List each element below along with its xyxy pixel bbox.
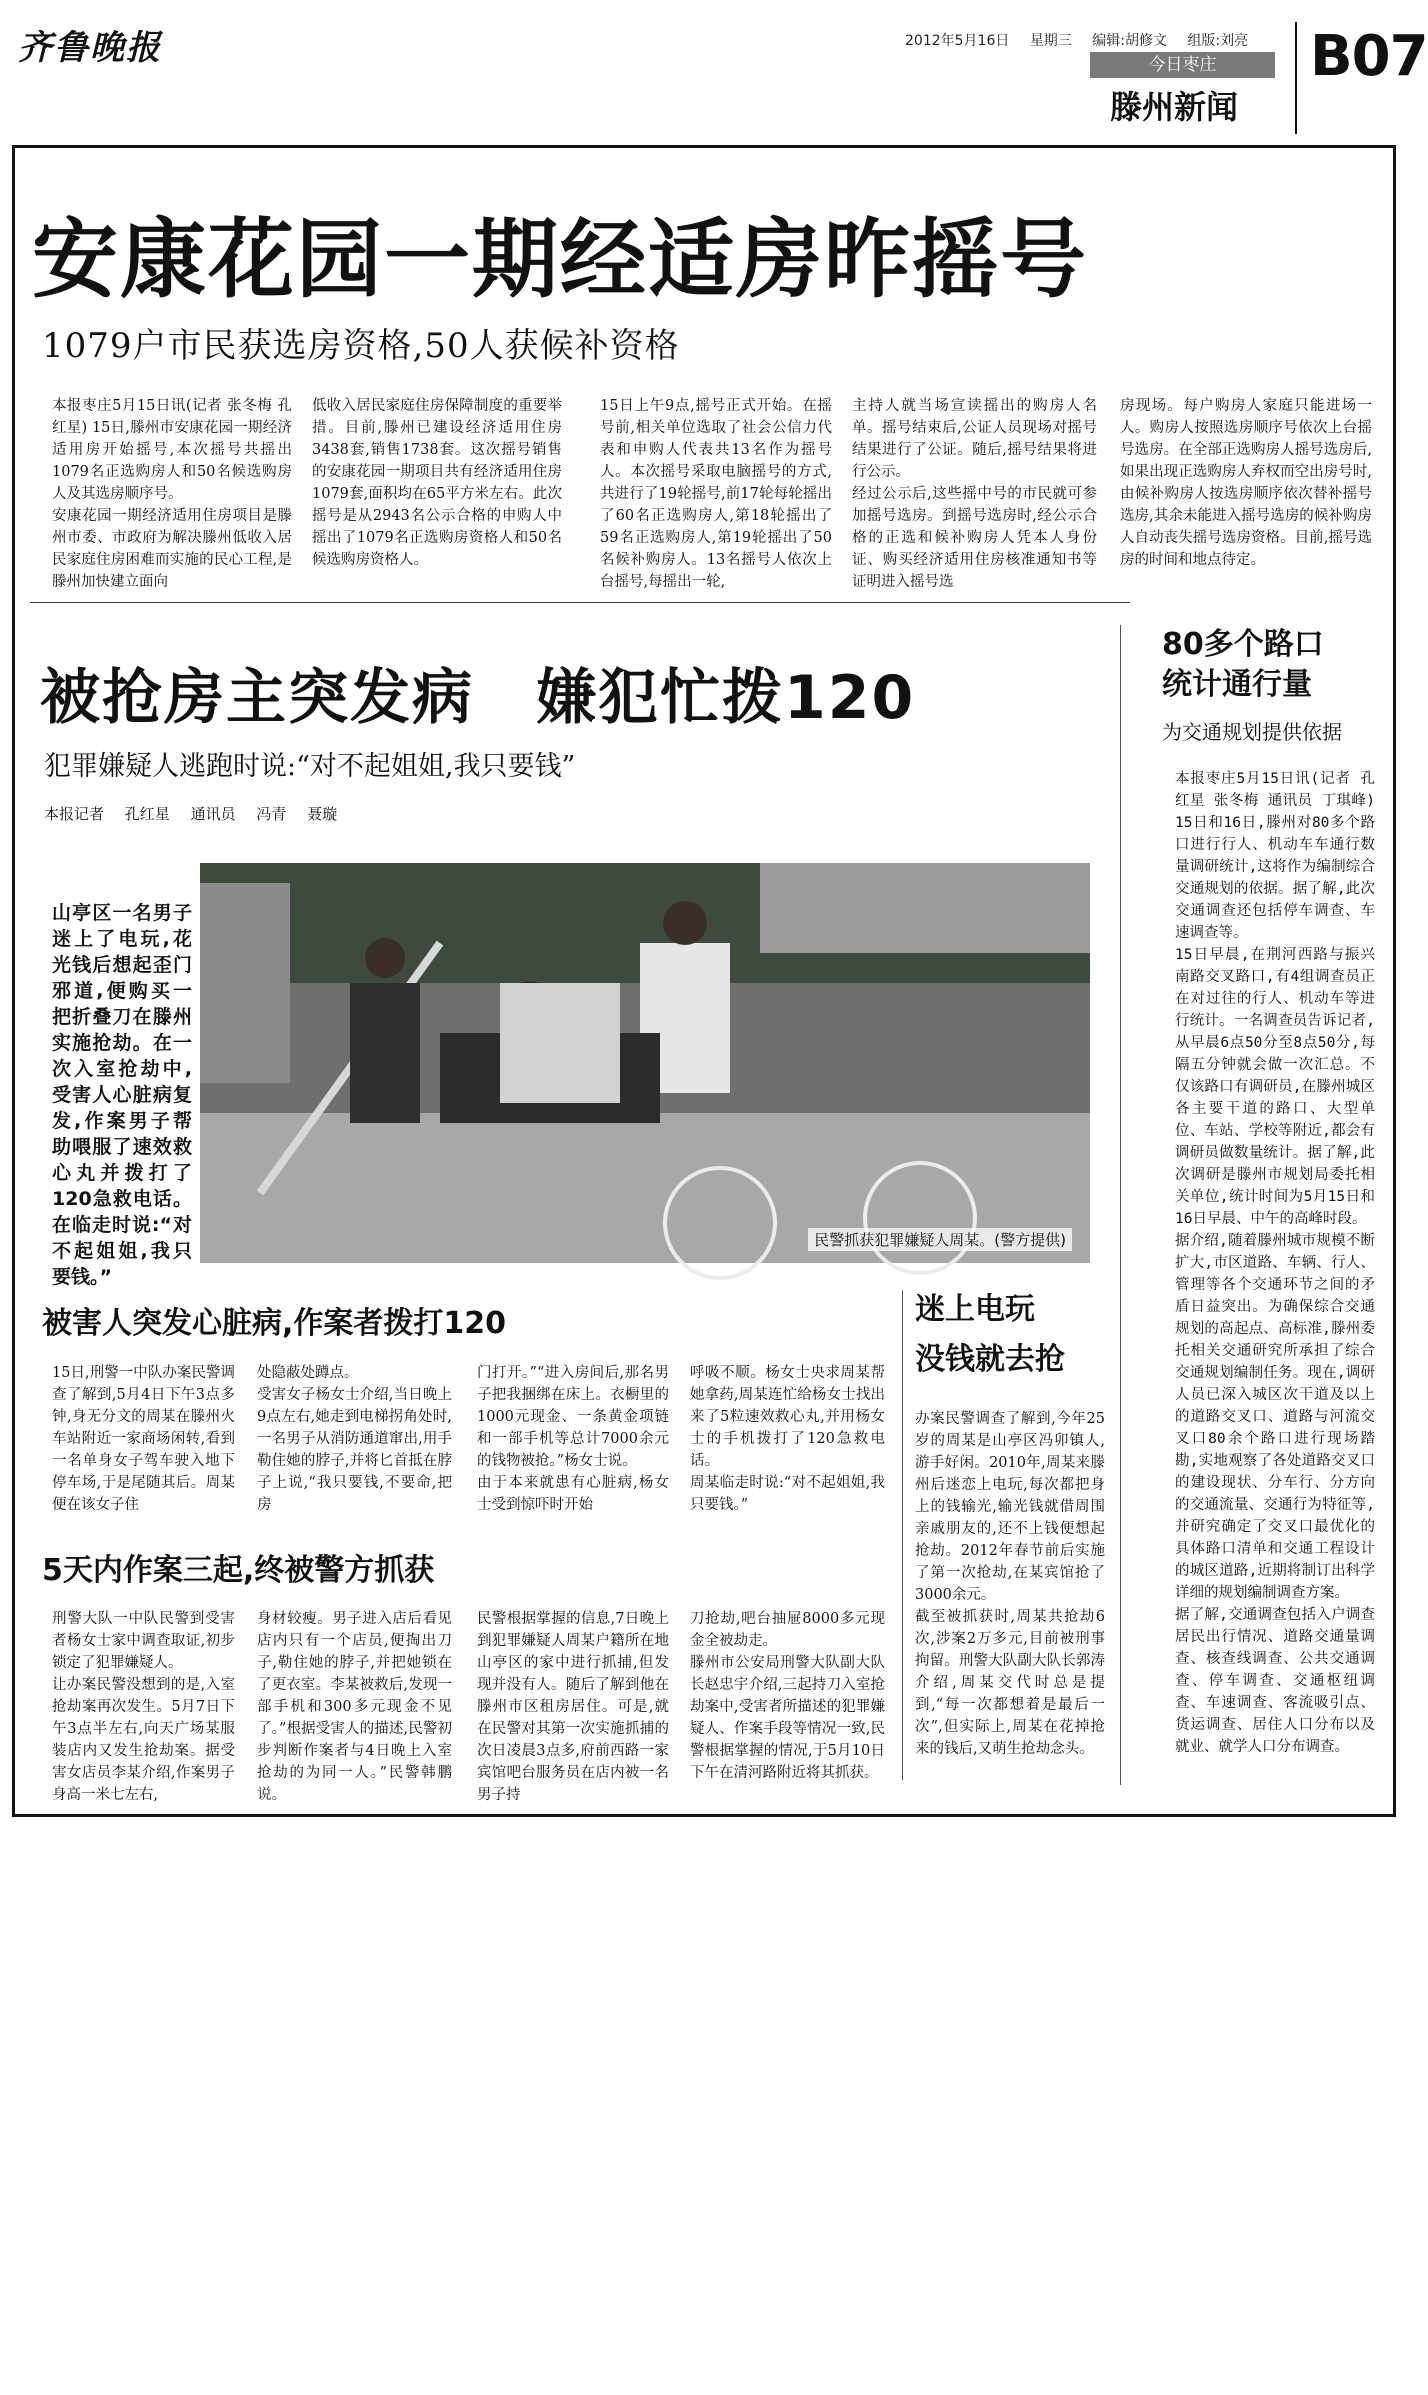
story2-sidebar [915,1408,1105,1760]
header-divider [1295,22,1297,134]
byline-name: 冯青 [256,805,287,823]
story2-text: 民警根据掌握的信息,7日晚上到犯罪嫌疑人周某户籍所在地山亭区的家中进行抓捕,但发现并没有人。随后了解到他在滕州市区租房居住。可是,就在民警对其第一次实施抓捕的次日凌晨3点多,府前西路一家宾馆吧台服务员在店内被一名男子持 [477,1611,669,1803]
newspaper-logo: 齐鲁晚报 [18,28,162,68]
story1-column [852,395,1097,593]
story3-body [1175,768,1375,1758]
story2-text: 呼吸不顺。杨女士央求周某帮她拿药,周某连忙给杨女士找出来了5粒速效救心丸,并用杨女士的手机拨打了120急救电话。 周某临走时说:“对不起姐姐,我只要钱。” [690,1365,885,1513]
story3-title [1162,625,1324,705]
section-title: 滕州新闻 [1110,88,1239,126]
story-separator [30,602,1130,603]
story2-column [477,1608,669,1806]
story3-title-line: 统计通行量 [1162,667,1312,702]
story2-byline [44,803,353,824]
story2-text: 刀抢劫,吧台抽屉8000多元现金全被劫走。 滕州市公安局刑警大队副大队长赵忠宇介绍,三起持刀入室抢劫案中,受害者所描述的犯罪嫌疑人、作案手段等情况一致,民警根据掌握的情况,于5月10日下午在清河路附近将其抓获。 [690,1611,885,1781]
story2-sidebar-title [915,1290,1065,1380]
story2-text: 处隐蔽处蹲点。 受害女子杨女士介绍,当日晚上9点左右,她走到电梯拐角处时,一名男子从消防通道窜出,用手勒住她的脖子,并将匕首抵在脖子上说,“我只要钱,不要命,把房 [257,1365,452,1513]
story2-column [690,1608,885,1784]
story1-text: 15日上午9点,摇号正式开始。在摇号前,相关单位选取了社会公信力代表和申购人代表共13名作为摇号人。本次摇号采取电脑摇号的方式,共进行了19轮摇号,前17轮每轮摇出了60名正选购房人,第18轮摇出了59名正选购房人,第19轮摇出了50名候补购房人。13名摇号人依次上台摇号,每摇出一轮, [600,398,832,590]
sidebar-text: 办案民警调查了解到,今年25岁的周某是山亭区冯卯镇人,游手好闲。2010年,周某来滕州后迷恋上电玩,每次都把身上的钱输光,输光钱就借周围亲戚朋友的,还不上钱便想起抢劫。2012年春节前后实施了第一次抢劫,在某宾馆抢了3000余元。 截至被抓获时,周某共抢劫6次,涉案2万多元,目前被刑事拘留。刑警大队副大队长郭涛介绍,周某交代时总是提到,“每一次都想着是最后一次”,但实际上,周某在花掉抢来的钱后,又萌生抢劫念头。 [915,1411,1105,1757]
story2-section2-title: 5天内作案三起,终被警方抓获 [42,1553,435,1588]
story2-column [477,1362,669,1516]
story2-headline: 被抢房主突发病 嫌犯忙拨120 [40,663,916,733]
column-separator [1120,625,1121,1785]
story1-text: 房现场。每户购房人家庭只能进场一人。购房人按照选房顺序号依次上台摇号选房。在全部正选购房人摇号选房后,如果出现正选购房人弃权而空出房号时,由候补购房人按选房顺序依次替补摇号选房,其余未能进入摇号选房的候补购房人自动丧失摇号选房资格。目前,摇号选房的时间和地点待定。 [1120,398,1372,568]
story2-column [690,1362,885,1516]
story1-text: 本报枣庄5月15日讯(记者 张冬梅 孔红星) 15日,滕州市安康花园一期经济适用房开始摇号,本次摇号共摇出1079名正选购房人和50名候选购房人及其选房顺序号。 安康花园一期经济适用住房项目是滕州市委、市政府为解决滕州低收入居民家庭住房困难而实施的民心工程,是滕州加快建立面向 [52,398,292,590]
story1-column [1120,395,1372,571]
news-photo [200,863,1090,1263]
column-separator [902,1290,903,1780]
byline-role: 本报记者 [44,805,105,823]
story2-column [257,1608,452,1806]
byline-name: 聂璇 [307,805,338,823]
story2-text: 15日,刑警一中队办案民警调查了解到,5月4日下午3点多钟,身无分文的周某在滕州火车站附近一家商场闲转,看到一名单身女子驾车驶入地下停车场,于是尾随其后。周某便在该女子住 [52,1365,235,1513]
story1-column [312,395,562,571]
page-number: B07 [1310,24,1428,89]
section-tag: 今日枣庄 [1090,52,1275,78]
story3-subtitle: 为交通规划提供依据 [1162,720,1342,744]
story2-column [257,1362,452,1516]
story2-subheadline: 犯罪嫌疑人逃跑时说:“对不起姐姐,我只要钱” [44,751,576,782]
byline-name: 孔红星 [124,805,170,823]
story2-text: 身材较瘦。男子进入店后看见店内只有一个店员,便掏出刀子,勒住她的脖子,并把她锁在了更衣室。李某被救后,发现一部手机和300多元现金不见了。”根据受害人的描述,民警初步判断作案者与4日晚上入室抢劫的为同一人。”民警韩鹏说。 [257,1611,452,1803]
story2-column [52,1362,235,1516]
story1-headline: 安康花园一期经适房昨摇号 [32,210,1088,310]
sidebar-title-line: 没钱就去抢 [915,1342,1065,1377]
story1-column [52,395,292,593]
issue-date: 2012年5月16日 [905,33,1010,49]
story1-text: 低收入居民家庭住房保障制度的重要举措。目前,滕州已建设经济适用住房3438套,销售1738套。这次摇号销售的安康花园一期项目共有经济适用住房1079套,面积均在65平方米左右。此次摇号是从2943名公示合格的申购人中摇出了1079名正选购房资格人和50名候选购房资格人。 [312,398,562,568]
photo-illustration [200,863,1090,1263]
story1-column [600,395,832,593]
story2-lead: 山亭区一名男子迷上了电玩,花光钱后想起歪门邪道,便购买一把折叠刀在滕州实施抢劫。在一次入室抢劫中,受害人心脏病复发,作案男子帮助喂服了速效救心丸并拨打了120急救电话。在临走时说:“对不起姐姐,我只要钱。” [52,902,192,1288]
page-info [905,30,1264,50]
story2-section1-title: 被害人突发心脏病,作案者拨打120 [42,1306,507,1341]
story2-text: 门打开。”“进入房间后,那名男子把我捆绑在床上。衣橱里的1000元现金、一条黄金项链和一部手机等总计7000余元的钱物被抢。”杨女士说。 由于本来就患有心脏病,杨女士受到惊吓时开始 [477,1365,669,1513]
photo-caption: 民警抓获犯罪嫌疑人周某。(警方提供) [808,1228,1072,1251]
editor-credit: 编辑:胡修文 [1092,33,1167,49]
story1-subheadline: 1079户市民获选房资格,50人获候补资格 [42,326,680,366]
layout-credit: 组版:刘亮 [1187,33,1249,49]
issue-weekday: 星期三 [1029,33,1072,49]
story2-column [52,1608,235,1806]
story1-text: 主持人就当场宣读摇出的购房人名单。摇号结束后,公证人员现场对摇号结果进行了公证。随后,摇号结果将进行公示。 经过公示后,这些摇中号的市民就可参加摇号选房。到摇号选房时,经公示合格的正选和候补购房人凭本人身份证、购买经济适用住房核准通知书等证明进入摇号选 [852,398,1097,590]
story3-text: 本报枣庄5月15日讯(记者 孔红星 张冬梅 通讯员 丁琪峰) 15日和16日,滕州对80多个路口进行行人、机动车车通行数量调研统计,这将作为编制综合交通规划的依据。据了解,此次交通调查还包括停车调查、车速调查等。 15日早晨,在荆河西路与振兴南路交叉路口,有4组调查员正在对过往的行人、机动车等进行统计。一名调查员告诉记者,从早晨6点50分至8点50分,每隔五分钟就会做一次汇总。不仅该路口有调研员,在滕州城区各主要干道的路口、大型单位、车站、学校等附近,都会有调研员做数量统计。据了解,此次调研是滕州市规划局委托相关单位,统计时间为5月15日和16日早晨、中午的高峰时段。 据介绍,随着滕州城市规模不断扩大,市区道路、车辆、行人、管理等各个交通环节之间的矛盾日益突出。为确保综合交通规划的高起点、高标准,滕州委托相关交通研究所承担了综合交通规划编制任务。现在,调研人员已深入城区次干道及以上的道路交叉口、道路与河流交叉口80余个路口进行现场踏勘,实地观察了各处道路交叉口的建设现状、分车行、分方向的交通流量、交通行为特征等,并研究确定了交叉口最优化的具体路口清单和交通工程设计的城区道路,近期将制订出科学详细的规划编制调查方案。 据了解,交通调查包括入户调查居民出行情况、道路交通量调查、核查线调查、公共交通调查、停车调查、交通枢纽调查、车速调查、客流吸引点、货运调查、居住人口分布以及就业、就学人口分布调查。 [1175,771,1375,1755]
story3-title-line: 80多个路口 [1162,627,1324,662]
sidebar-title-line: 迷上电玩 [915,1292,1035,1327]
story2-text: 刑警大队一中队民警到受害者杨女士家中调查取证,初步锁定了犯罪嫌疑人。 让办案民警没想到的是,入室抢劫案再次发生。5月7日下午3点半左右,向天广场某服装店内又发生抢劫案。据受害女店员李某介绍,作案男子身高一米七左右, [52,1611,235,1803]
byline-role: 通讯员 [190,805,236,823]
